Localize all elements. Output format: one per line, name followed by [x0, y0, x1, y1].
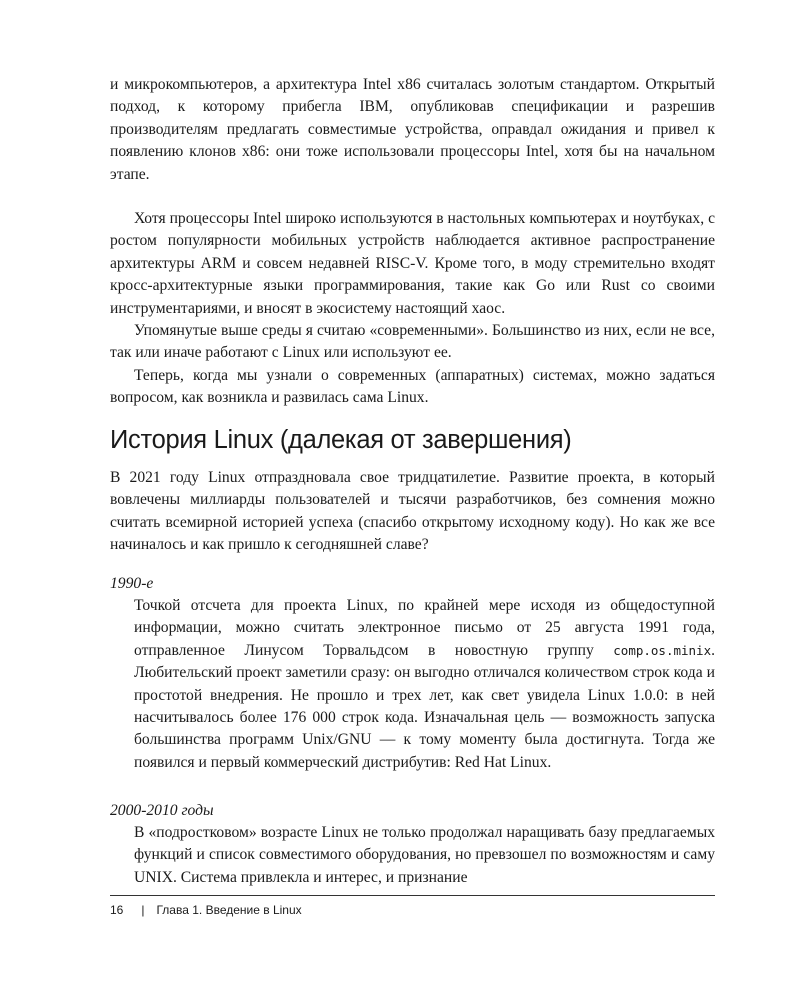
- footer-divider: [110, 895, 715, 896]
- footer-separator: |: [141, 903, 145, 917]
- page-number: 16: [110, 903, 124, 917]
- term-2000-2010: 2000-2010 годы: [110, 802, 214, 819]
- page-footer: [110, 902, 302, 918]
- paragraph-linux-origins: Теперь, когда мы узнали о современных (аппаратных) системах, можно задаться вопросом, как возникла и развилась сама Linux.: [110, 367, 715, 407]
- section-heading: История Linux (далекая от завершения): [110, 426, 572, 454]
- paragraph-arm-riscv: Хотя процессоры Intel широко используются в настольных компьютерах и ноутбуках, с ростом популярности мобильных устройств наблюдается активное распространение архитектуры ARM и совсем недавней RISC-V. Кроме того, в моду стремительно входят кросс-архитектурные языки программирования, такие как Go или Rust со своими инструментариями, и вносят в экосистему настоящий хаос.: [110, 210, 715, 317]
- paragraph-modern-environments: Упомянутые выше среды я считаю «современными». Большинство из них, если не все, так или иначе работают с Linux или используют ее.: [110, 322, 715, 362]
- chapter-title: Глава 1. Введение в Linux: [156, 903, 302, 917]
- newsgroup-code: comp.os.minix: [613, 642, 712, 658]
- definition-1990s-text-before: Точкой отсчета для проекта Linux, по крайней мере исходя из общедоступной информации, можно считать электронное письмо от 25 августа 1991 года, отправленное Линусом Торвальдсом в новостную группу: [134, 597, 715, 659]
- paragraph-x86-clones: и микрокомпьютеров, а архитектура Intel x86 считалась золотым стандартом. Открытый подход, к которому прибегла IBM, опубликовав спецификации и разрешив производителям предлагать совместимые устройства, оправдал ожидания и привел к появлению клонов x86: они тоже использовали процессоры Intel, хотя бы на начальном этапе.: [110, 76, 715, 183]
- definition-1990s-text-after: . Любительский проект заметили сразу: он выгодно отличался количеством строк кода и простотой внедрения. Не прошло и трех лет, как свет увидела Linux 1.0.0: в ней насчитывалось более 176 000 строк кода. Изначальная цель — возможность запуска большинства программ Unix/GNU — к тому моменту была достигнута. Тогда же появился и первый коммерческий дистрибутив: Red Hat Linux.: [134, 641, 716, 771]
- term-1990s: 1990-е: [110, 575, 154, 592]
- definition-2000-2010: В «подростковом» возрасте Linux не только продолжал наращивать базу предлагаемых функций и список совместимого оборудования, но превзошел по возможностям и саму UNIX. Система привлекла и интерес, и признание: [134, 824, 715, 886]
- definition-1990s: [134, 595, 715, 774]
- section-intro: В 2021 году Linux отпраздновала свое тридцатилетие. Развитие проекта, в который вовлечены миллиарды пользователей и тысячи разработчиков, без сомнения можно считать всемирной историей успеха (спасибо открытому исходному коду). Но как же все начиналось и как пришло к сегодняшней славе?: [110, 469, 715, 554]
